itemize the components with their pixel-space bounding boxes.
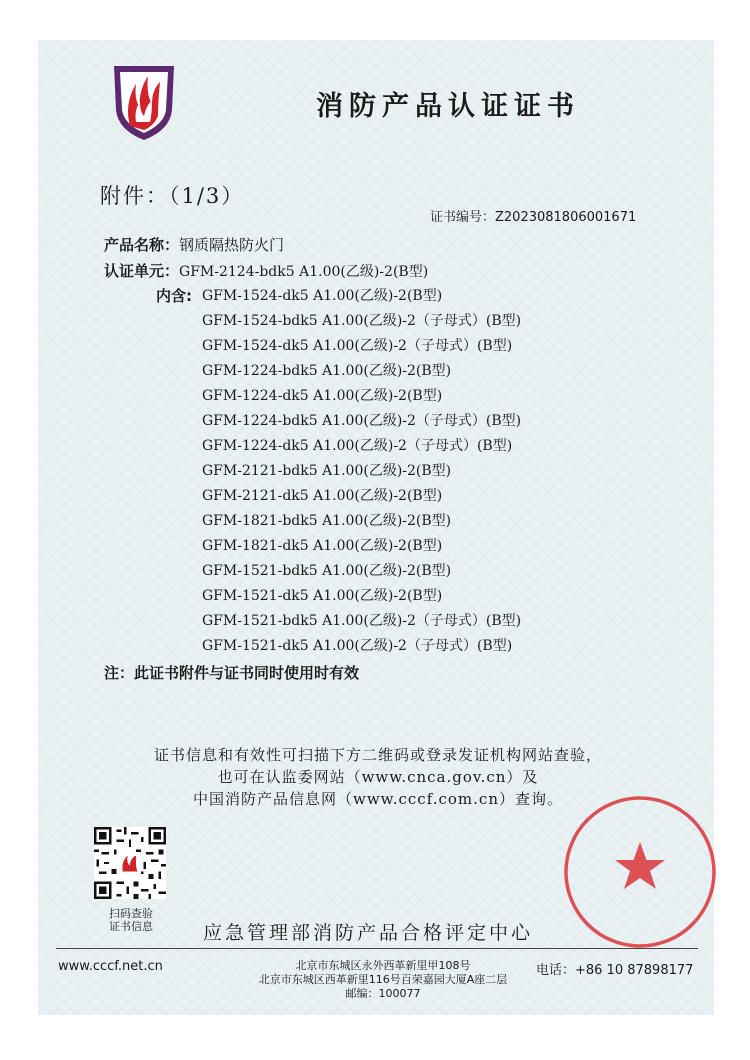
issuer-name: 应急管理部消防产品合格评定中心 [203, 922, 534, 944]
cert-number: 证书编号：Z2023081806001671 [430, 210, 637, 225]
qr-caption: 扫码查验 [109, 907, 153, 920]
content-item: GFM-1524-dk5 A1.00(乙级)-2（子母式）(B型) [202, 338, 513, 354]
content-item: GFM-1524-bdk5 A1.00(乙级)-2（子母式）(B型) [202, 313, 522, 329]
address-line: 北京市东城区西革新里116号百荣嘉园大厦A座二层 [258, 973, 508, 986]
content-item: GFM-2121-dk5 A1.00(乙级)-2(B型) [202, 488, 443, 504]
official-seal [560, 792, 720, 952]
fire-logo-icon [110, 60, 178, 144]
product-name-value: 钢质隔热防火门 [179, 236, 285, 254]
content-item: GFM-1224-bdk5 A1.00(乙级)-2（子母式）(B型) [202, 413, 522, 429]
cert-unit-label: 认证单元： [104, 262, 180, 280]
phone-number: 电话：+86 10 87898177 [536, 963, 694, 978]
cert-unit-row [104, 262, 428, 281]
postcode: 邮编：100077 [345, 987, 421, 1000]
page-title: 消防产品认证证书 [316, 91, 580, 122]
verification-info: 中国消防产品信息网（www.cccf.com.cn）查询。 [193, 790, 563, 808]
website-link[interactable]: www.cccf.net.cn [58, 959, 163, 974]
attachment-label: 附件：（1/3） [100, 184, 245, 208]
validity-note: 注：此证书附件与证书同时使用时有效 [104, 664, 360, 682]
verification-info: 证书信息和有效性可扫描下方二维码或登录发证机构网站查验， [153, 746, 602, 764]
product-name-row [104, 236, 284, 254]
content-item: GFM-1821-dk5 A1.00(乙级)-2(B型) [202, 538, 443, 554]
content-item: GFM-1224-dk5 A1.00(乙级)-2（子母式）(B型) [202, 438, 513, 454]
content-item: GFM-1521-bdk5 A1.00(乙级)-2(B型) [202, 563, 452, 579]
cert-unit-value: GFM-2124-bdk5 A1.00(乙级)-2(B型) [179, 264, 429, 280]
qr-code[interactable] [94, 827, 166, 899]
content-item: GFM-1224-bdk5 A1.00(乙级)-2(B型) [202, 363, 452, 379]
content-item: GFM-1521-dk5 A1.00(乙级)-2（子母式）(B型) [202, 638, 513, 654]
content-item: GFM-1521-dk5 A1.00(乙级)-2(B型) [202, 588, 443, 604]
address-line: 北京市东城区永外西革新里甲108号 [295, 959, 471, 972]
contents-label: 内含: [156, 287, 192, 305]
footer-divider [56, 948, 698, 949]
content-item: GFM-1224-dk5 A1.00(乙级)-2(B型) [202, 388, 443, 404]
verification-info: 也可在认监委网站（www.cnca.gov.cn）及 [217, 768, 539, 786]
content-item: GFM-1524-dk5 A1.00(乙级)-2(B型) [202, 288, 443, 304]
content-item: GFM-1821-bdk5 A1.00(乙级)-2(B型) [202, 513, 452, 529]
qr-caption: 证书信息 [109, 920, 153, 933]
certificate-sheet [38, 40, 714, 1015]
content-item: GFM-2121-bdk5 A1.00(乙级)-2(B型) [202, 463, 452, 479]
product-name-label: 产品名称： [104, 236, 180, 254]
content-item: GFM-1521-bdk5 A1.00(乙级)-2（子母式）(B型) [202, 613, 522, 629]
